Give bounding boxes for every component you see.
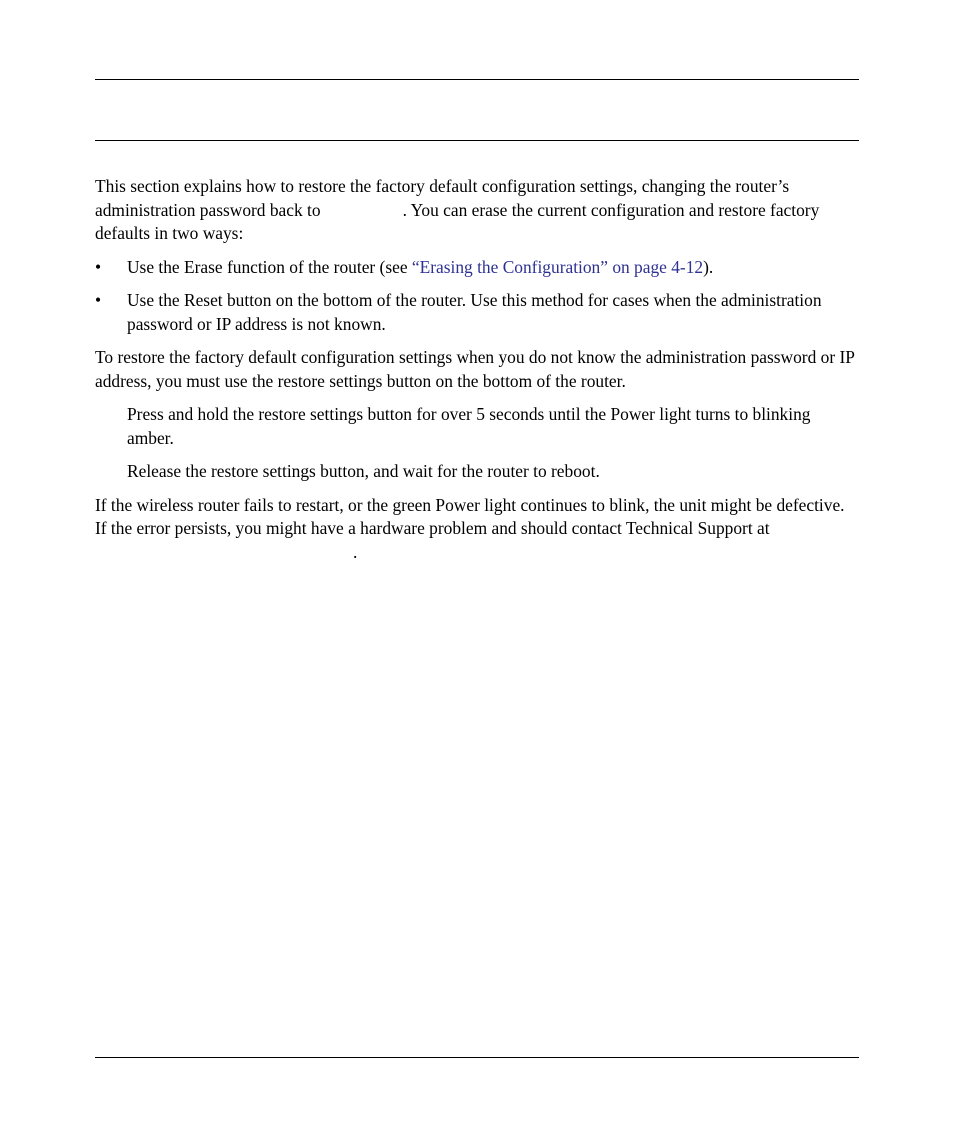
bullet-text-suffix: ). — [703, 256, 714, 277]
header-rule-bottom — [95, 140, 859, 141]
closing-end: . — [353, 541, 358, 562]
list-item — [95, 256, 859, 280]
list-item — [95, 289, 859, 336]
closing-text: If the wireless router fails to restart, or the green Power light continues to blink, the unit might be defective. If the error persists, you might have a hardware problem and should contact Technical Support at — [95, 494, 845, 538]
closing-paragraph — [95, 494, 859, 565]
bullet-icon: • — [95, 290, 102, 310]
header-rule-top — [95, 79, 859, 80]
restore-methods-list — [95, 256, 859, 337]
restore-steps-list — [95, 403, 859, 484]
bullet-text-prefix: Use the Erase function of the router (see — [127, 256, 412, 277]
erasing-configuration-link[interactable]: “Erasing the Configuration” on page 4-12 — [411, 256, 704, 277]
bullet-icon: • — [95, 256, 102, 277]
step-item: Press and hold the restore settings button for over 5 seconds until the Power light turns to blinking amber. — [127, 404, 811, 448]
bullet-text: Use the Reset button on the bottom of the router. Use this method for cases when the administration password or IP address is not known. — [127, 290, 822, 334]
footer-rule — [95, 1057, 859, 1058]
page-body — [95, 175, 859, 574]
intro-text-end: . You can erase the current configuration and restore factory defaults in two ways: — [95, 199, 820, 243]
intro-text-start: This section explains how to restore the factory default configuration settings, changing the router’s administration password back to — [95, 176, 790, 220]
intro-paragraph — [95, 175, 859, 246]
step-item: Release the restore settings button, and wait for the router to reboot. — [127, 461, 600, 481]
restore-paragraph: To restore the factory default configuration settings when you do not know the administration password or IP address, you must use the restore settings button on the bottom of the router. — [95, 347, 855, 391]
